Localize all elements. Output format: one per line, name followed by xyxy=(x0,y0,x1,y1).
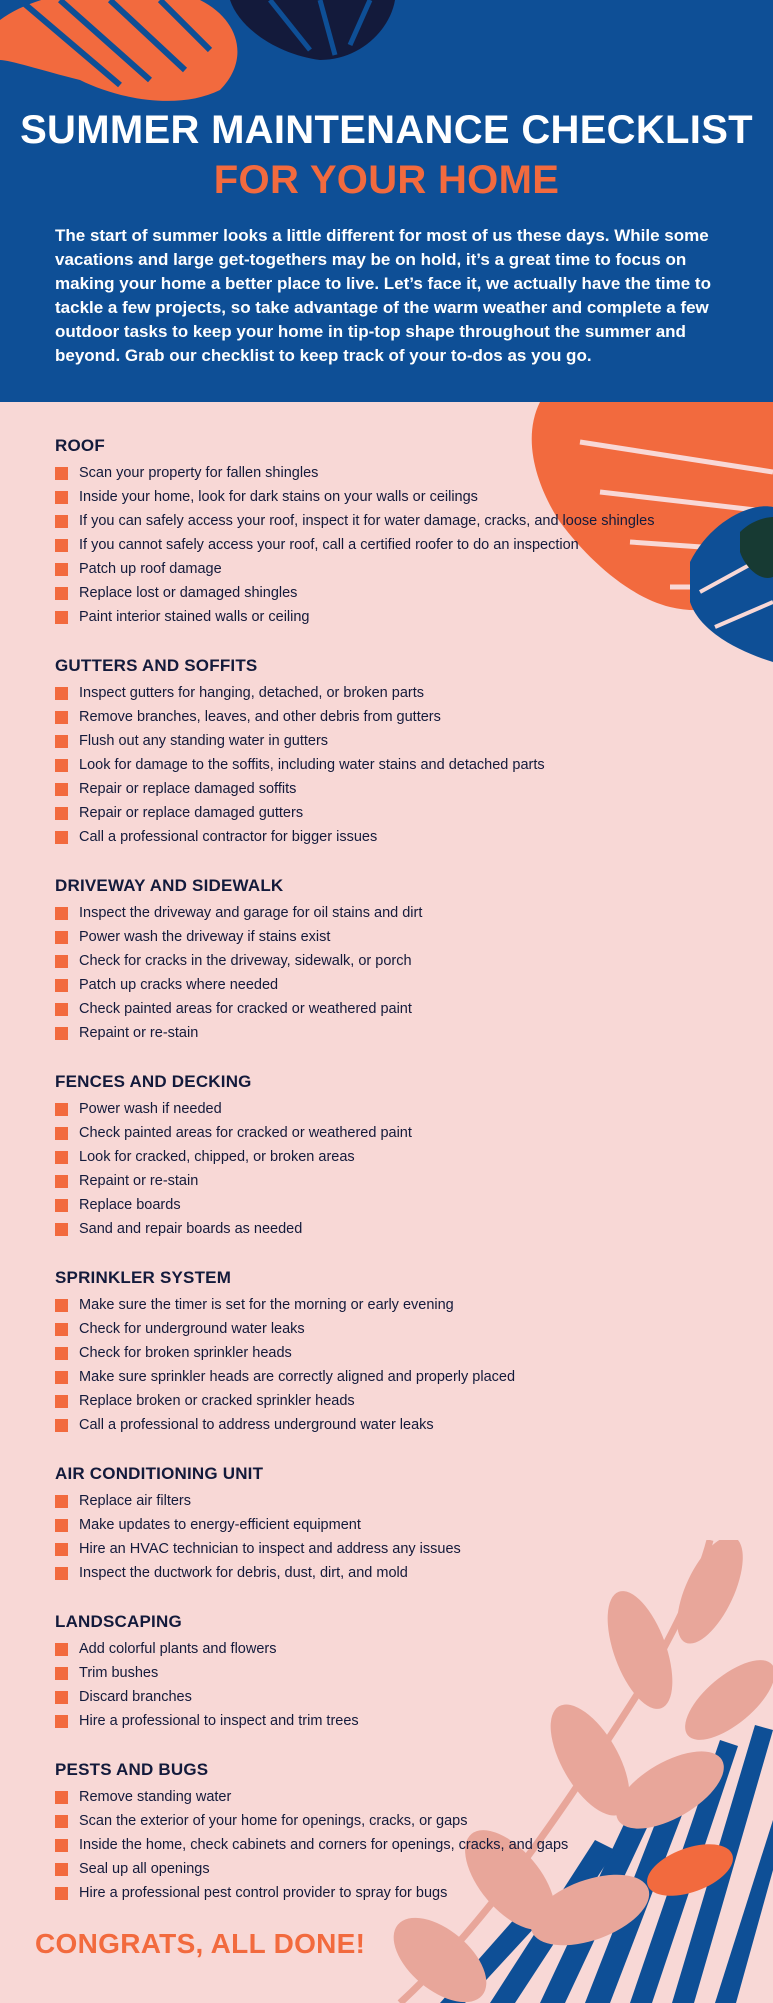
checklist-item[interactable] xyxy=(55,1809,735,1833)
checklist-item[interactable] xyxy=(55,997,735,1021)
checklist-item[interactable] xyxy=(55,1709,735,1733)
checklist-item-label: Scan the exterior of your home for openings, cracks, or gaps xyxy=(79,1813,468,1829)
title-line-1: SUMMER MAINTENANCE CHECKLIST xyxy=(20,108,753,152)
checkbox-square-icon[interactable] xyxy=(55,1815,68,1828)
checkbox-square-icon[interactable] xyxy=(55,1175,68,1188)
checklist-section xyxy=(55,1268,735,1437)
checklist-item[interactable] xyxy=(55,949,735,973)
checkbox-square-icon[interactable] xyxy=(55,1419,68,1432)
checklist-item[interactable] xyxy=(55,1169,735,1193)
checklist-item-label: Replace boards xyxy=(79,1197,181,1213)
checklist-item-label: Inspect gutters for hanging, detached, or broken parts xyxy=(79,685,424,701)
checklist-item-label: Look for damage to the soffits, including water stains and detached parts xyxy=(79,757,545,773)
checklist-item[interactable] xyxy=(55,1637,735,1661)
checklist-item-label: Remove branches, leaves, and other debris from gutters xyxy=(79,709,441,725)
checklist-item[interactable] xyxy=(55,801,735,825)
checklist-item-label: Check for underground water leaks xyxy=(79,1321,305,1337)
checklist-item-label: Scan your property for fallen shingles xyxy=(79,465,319,481)
checklist-item-label: If you can safely access your roof, inspect it for water damage, cracks, and loose shingles xyxy=(79,513,655,529)
checkbox-square-icon[interactable] xyxy=(55,955,68,968)
checklist-item-label: Repaint or re-stain xyxy=(79,1173,199,1189)
checkbox-square-icon[interactable] xyxy=(55,1495,68,1508)
checkbox-square-icon[interactable] xyxy=(55,759,68,772)
checkbox-square-icon[interactable] xyxy=(55,1347,68,1360)
checkbox-square-icon[interactable] xyxy=(55,1543,68,1556)
checklist-section xyxy=(55,656,735,849)
checklist-item[interactable] xyxy=(55,581,735,605)
checklist-item-label: Remove standing water xyxy=(79,1789,232,1805)
checkbox-square-icon[interactable] xyxy=(55,907,68,920)
checklist-item-label: Replace broken or cracked sprinkler heads xyxy=(79,1393,355,1409)
checklist-item[interactable] xyxy=(55,825,735,849)
checkbox-square-icon[interactable] xyxy=(55,1199,68,1212)
title-line-2: FOR YOUR HOME xyxy=(213,158,560,202)
section-heading: SPRINKLER SYSTEM xyxy=(55,1268,232,1287)
section-heading: AIR CONDITIONING UNIT xyxy=(55,1464,264,1483)
checkbox-square-icon[interactable] xyxy=(55,735,68,748)
checklist-section xyxy=(55,436,735,629)
checkbox-square-icon[interactable] xyxy=(55,1643,68,1656)
header-banner xyxy=(0,0,773,402)
checkbox-square-icon[interactable] xyxy=(55,1791,68,1804)
checklist-item[interactable] xyxy=(55,1881,735,1905)
checklist-item-label: Replace lost or damaged shingles xyxy=(79,585,298,601)
checklist-item[interactable] xyxy=(55,925,735,949)
checklist-item[interactable] xyxy=(55,1293,735,1317)
checklist-item-label: Inside the home, check cabinets and corners for openings, cracks, and gaps xyxy=(79,1837,569,1853)
checklist-item[interactable] xyxy=(55,1021,735,1045)
checklist-item-label: Patch up cracks where needed xyxy=(79,977,279,993)
checklist-item[interactable] xyxy=(55,557,735,581)
checklist-item-label: Sand and repair boards as needed xyxy=(79,1221,303,1237)
congrats-text: CONGRATS, ALL DONE! xyxy=(35,1928,366,1959)
checkbox-square-icon[interactable] xyxy=(55,1371,68,1384)
checklist-item-label: Check for broken sprinkler heads xyxy=(79,1345,292,1361)
checklist-item[interactable] xyxy=(55,1121,735,1145)
checkbox-square-icon[interactable] xyxy=(55,931,68,944)
checklist-item-label: Repair or replace damaged gutters xyxy=(79,805,304,821)
checklist-item-label: Paint interior stained walls or ceiling xyxy=(79,609,310,625)
checkbox-square-icon[interactable] xyxy=(55,783,68,796)
checklist-item[interactable] xyxy=(55,1537,735,1561)
checklist-item-label: Add colorful plants and flowers xyxy=(79,1641,277,1657)
checklist-item-label: Inspect the ductwork for debris, dust, dirt, and mold xyxy=(79,1565,408,1581)
checklist-item-label: Make updates to energy-efficient equipment xyxy=(79,1517,361,1533)
checkbox-square-icon[interactable] xyxy=(55,807,68,820)
checklist-item[interactable] xyxy=(55,509,735,533)
checklist-item-label: Inside your home, look for dark stains on your walls or ceilings xyxy=(79,489,478,505)
checkbox-square-icon[interactable] xyxy=(55,1863,68,1876)
checklist-item-label: Inspect the driveway and garage for oil stains and dirt xyxy=(79,905,423,921)
checkbox-square-icon[interactable] xyxy=(55,515,68,528)
checkbox-square-icon[interactable] xyxy=(55,1395,68,1408)
checklist-item-label: Flush out any standing water in gutters xyxy=(79,733,329,749)
checklist-item[interactable] xyxy=(55,729,735,753)
checkbox-square-icon[interactable] xyxy=(55,587,68,600)
section-heading: PESTS AND BUGS xyxy=(55,1760,209,1779)
checklist-item[interactable] xyxy=(55,1513,735,1537)
checklist-item[interactable] xyxy=(55,705,735,729)
checklist-item-label: Patch up roof damage xyxy=(79,561,222,577)
checkbox-square-icon[interactable] xyxy=(55,1567,68,1580)
checklist-item-label: Power wash the driveway if stains exist xyxy=(79,929,331,945)
checkbox-square-icon[interactable] xyxy=(55,539,68,552)
tropical-leaf-decoration-icon xyxy=(0,0,773,110)
checklist-item[interactable] xyxy=(55,973,735,997)
checklist-item[interactable] xyxy=(55,901,735,925)
checklist-item[interactable] xyxy=(55,1833,735,1857)
checklist-item[interactable] xyxy=(55,1561,735,1585)
checklist-item[interactable] xyxy=(55,461,735,485)
section-heading: LANDSCAPING xyxy=(55,1612,182,1631)
checklist-item-label: Check for cracks in the driveway, sidewalk, or porch xyxy=(79,953,412,969)
checklist-item-label: Power wash if needed xyxy=(79,1101,222,1117)
checklist-item-label: Hire a professional pest control provider to spray for bugs xyxy=(79,1885,448,1901)
checkbox-square-icon[interactable] xyxy=(55,831,68,844)
checklist-item-label: Discard branches xyxy=(79,1689,192,1705)
checklist-content xyxy=(55,436,735,1932)
checklist-item[interactable] xyxy=(55,1857,735,1881)
checkbox-square-icon[interactable] xyxy=(55,1151,68,1164)
checkbox-square-icon[interactable] xyxy=(55,687,68,700)
checklist-item[interactable] xyxy=(55,1097,735,1121)
checklist-section xyxy=(55,1464,735,1585)
checkbox-square-icon[interactable] xyxy=(55,979,68,992)
checkbox-square-icon[interactable] xyxy=(55,1223,68,1236)
checklist-item[interactable] xyxy=(55,777,735,801)
section-heading: FENCES AND DECKING xyxy=(55,1072,252,1091)
checklist-item[interactable] xyxy=(55,1217,735,1241)
checklist-item-label: Seal up all openings xyxy=(79,1861,210,1877)
checklist-item-label: Trim bushes xyxy=(79,1665,159,1681)
section-heading: ROOF xyxy=(55,436,105,455)
intro-paragraph: The start of summer looks a little different for most of us these days. While some vacations and large get-togethers may be on hold, it’s a great time to focus on making your home a better place to live. Let’s face it, we actually have the time to tackle a few projects, so take advantage of the warm weather and complete a few outdoor tasks to keep your home in tip-top shape throughout the summer and beyond. Grab our checklist to keep track of your to-dos as you go. xyxy=(55,226,711,365)
checklist-item-label: Look for cracked, chipped, or broken areas xyxy=(79,1149,355,1165)
checkbox-square-icon[interactable] xyxy=(55,711,68,724)
checklist-item[interactable] xyxy=(55,1145,735,1169)
checklist-item-label: Check painted areas for cracked or weathered paint xyxy=(79,1001,412,1017)
checkbox-square-icon[interactable] xyxy=(55,1127,68,1140)
checkbox-square-icon[interactable] xyxy=(55,1299,68,1312)
checklist-item[interactable] xyxy=(55,1661,735,1685)
checklist-item-label: Replace air filters xyxy=(79,1493,192,1509)
checklist-item-label: Make sure the timer is set for the morning or early evening xyxy=(79,1297,454,1313)
checklist-item[interactable] xyxy=(55,533,735,557)
checklist-section xyxy=(55,1072,735,1241)
checkbox-square-icon[interactable] xyxy=(55,1519,68,1532)
checkbox-square-icon[interactable] xyxy=(55,563,68,576)
checklist-item-label: Call a professional contractor for bigger issues xyxy=(79,829,378,845)
checkbox-square-icon[interactable] xyxy=(55,1027,68,1040)
checkbox-square-icon[interactable] xyxy=(55,1691,68,1704)
checkbox-square-icon[interactable] xyxy=(55,467,68,480)
checkbox-square-icon[interactable] xyxy=(55,1103,68,1116)
checklist-item[interactable] xyxy=(55,1413,735,1437)
checklist-item[interactable] xyxy=(55,1341,735,1365)
checklist-item-label: Repaint or re-stain xyxy=(79,1025,199,1041)
checkbox-square-icon[interactable] xyxy=(55,1323,68,1336)
checklist-item[interactable] xyxy=(55,753,735,777)
checkbox-square-icon[interactable] xyxy=(55,1839,68,1852)
checklist-item-label: Hire an HVAC technician to inspect and address any issues xyxy=(79,1541,461,1557)
checklist-item[interactable] xyxy=(55,1489,735,1513)
checklist-item[interactable] xyxy=(55,1389,735,1413)
checklist-item-label: Make sure sprinkler heads are correctly aligned and properly placed xyxy=(79,1369,516,1385)
checkbox-square-icon[interactable] xyxy=(55,1715,68,1728)
section-heading: GUTTERS AND SOFFITS xyxy=(55,656,258,675)
checklist-item[interactable] xyxy=(55,681,735,705)
checkbox-square-icon[interactable] xyxy=(55,1887,68,1900)
checklist-item-label: Call a professional to address underground water leaks xyxy=(79,1417,434,1433)
checklist-item-label: Hire a professional to inspect and trim trees xyxy=(79,1713,359,1729)
checkbox-square-icon[interactable] xyxy=(55,1003,68,1016)
section-heading: DRIVEWAY AND SIDEWALK xyxy=(55,876,284,895)
checklist-item[interactable] xyxy=(55,1685,735,1709)
checklist-item-label: If you cannot safely access your roof, call a certified roofer to do an inspection xyxy=(79,537,579,553)
checklist-item[interactable] xyxy=(55,1785,735,1809)
checkbox-square-icon[interactable] xyxy=(55,1667,68,1680)
checkbox-square-icon[interactable] xyxy=(55,611,68,624)
checklist-item-label: Check painted areas for cracked or weathered paint xyxy=(79,1125,412,1141)
checklist-section xyxy=(55,1612,735,1733)
checklist-section xyxy=(55,1760,735,1905)
checklist-section xyxy=(55,876,735,1045)
checkbox-square-icon[interactable] xyxy=(55,491,68,504)
checklist-item-label: Repair or replace damaged soffits xyxy=(79,781,297,797)
checklist-item[interactable] xyxy=(55,485,735,509)
checklist-item[interactable] xyxy=(55,1365,735,1389)
checklist-item[interactable] xyxy=(55,1193,735,1217)
checklist-item[interactable] xyxy=(55,605,735,629)
checklist-item[interactable] xyxy=(55,1317,735,1341)
